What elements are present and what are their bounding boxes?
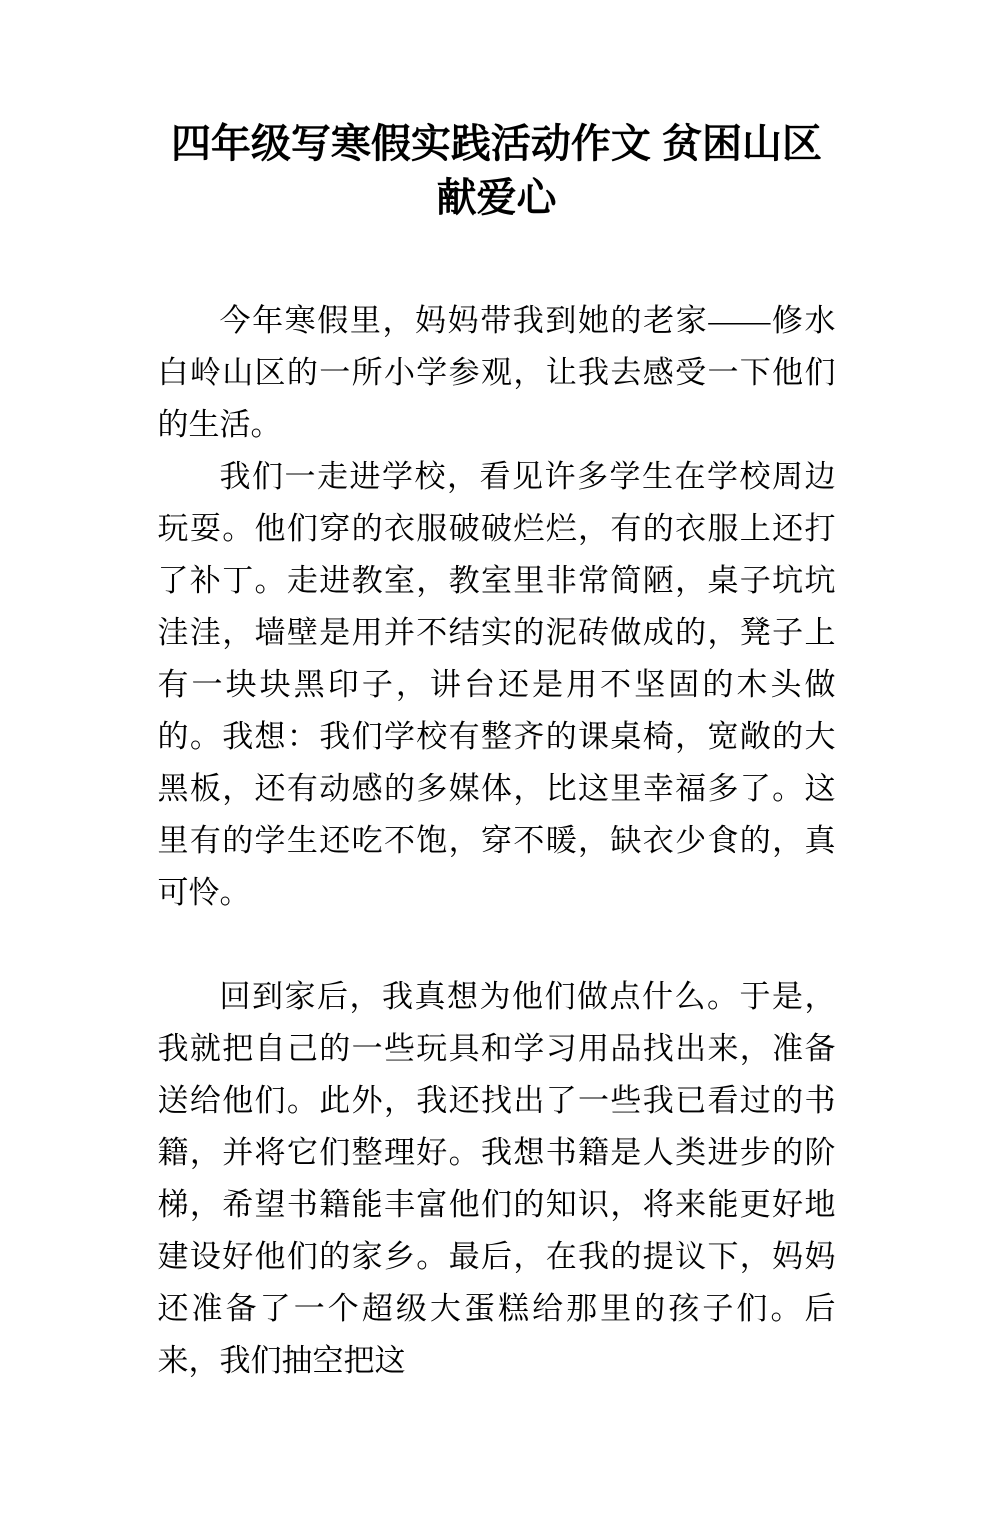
essay-body: [158, 295, 836, 1387]
essay-title: 四年级写寒假实践活动作文 贫困山区献爱心: [170, 122, 823, 220]
essay-blank-line: [158, 919, 836, 971]
essay-paragraph-2: 我们一走进学校，看见许多学生在学校周边玩耍。他们穿的衣服破破烂烂，有的衣服上还打了补丁。走进教室，教室里非常简陋，桌子坑坑洼洼，墙壁是用并不结实的泥砖做成的，凳子上有一块块黑印子，讲台还是用不坚固的木头做的。我想：我们学校有整齐的课桌椅，宽敞的大黑板，还有动感的多媒体，比这里幸福多了。这里有的学生还吃不饱，穿不暖，缺衣少食的，真可怜。: [157, 459, 836, 910]
essay-paragraph-3: 回到家后，我真想为他们做点什么。于是，我就把自己的一些玩具和学习用品找出来，准备送给他们。此外，我还找出了一些我已看过的书籍，并将它们整理好。我想书籍是人类进步的阶梯，希望书籍能丰富他们的知识，将来能更好地建设好他们的家乡。最后，在我的提议下，妈妈还准备了一个超级大蛋糕给那里的孩子们。后来，我们抽空把这: [157, 979, 836, 1378]
essay-paragraph-1: 今年寒假里，妈妈带我到她的老家——修水白岭山区的一所小学参观，让我去感受一下他们的生活。: [157, 303, 836, 442]
document-page: [0, 117, 993, 1521]
